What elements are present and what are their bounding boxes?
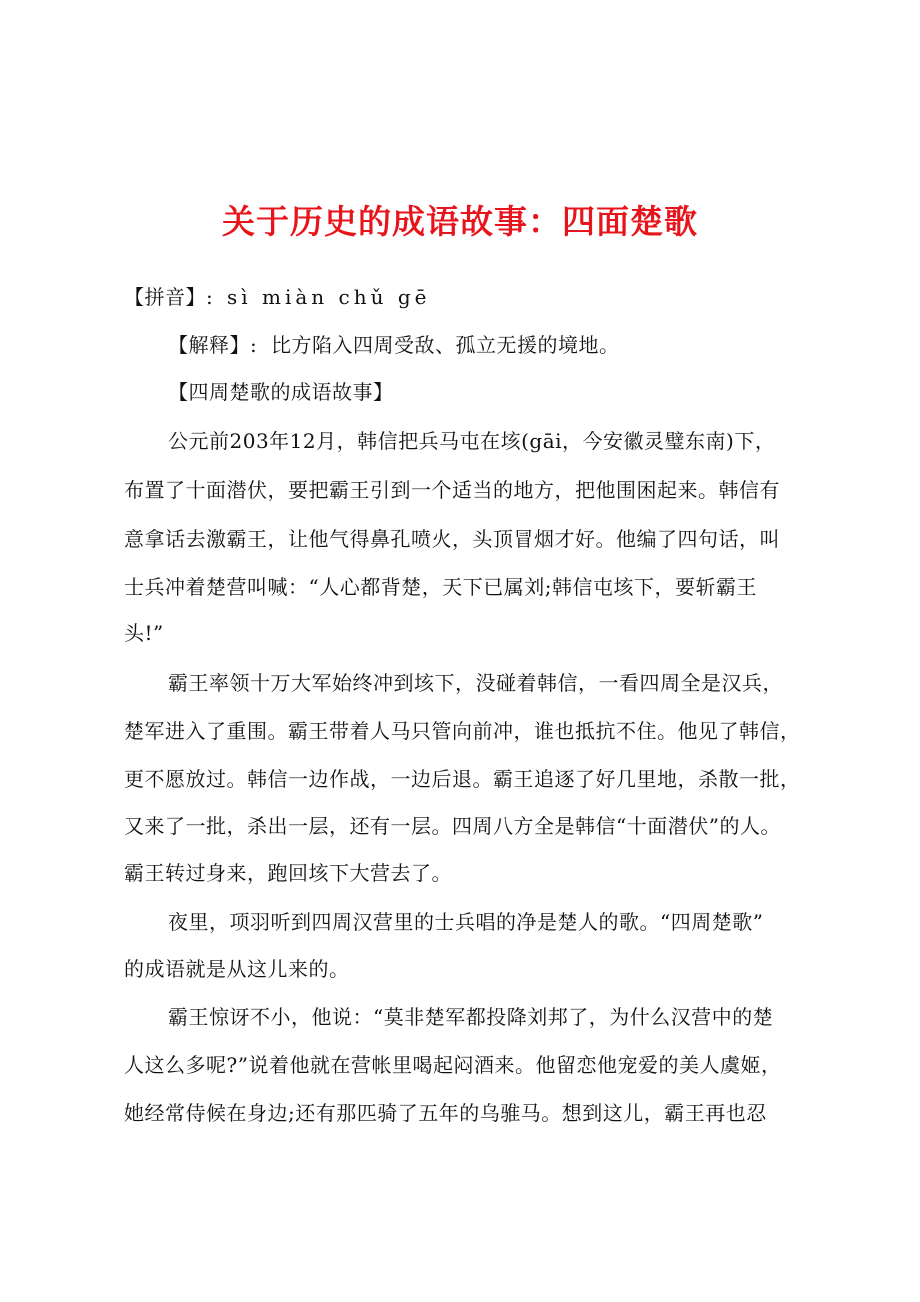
paragraph-4-line: 霸王惊讶不小，他说：“莫非楚军都投降刘邦了，为什么汉营中的楚 bbox=[168, 1005, 774, 1029]
paragraph-2-line: 楚军进入了重围。霸王带着人马只管向前冲，谁也抵抗不住。他见了韩信， bbox=[124, 719, 801, 743]
pinyin-line bbox=[124, 285, 430, 309]
paragraph-1-line: 头!” bbox=[124, 621, 164, 645]
story-heading: 【四周楚歌的成语故事】 bbox=[168, 380, 394, 404]
paragraph-2-line: 更不愿放过。韩信一边作战，一边后退。霸王追逐了好几里地，杀散一批， bbox=[124, 767, 801, 791]
paragraph-4-line: 人这么多呢?”说着他就在营帐里喝起闷酒来。他留恋他宠爱的美人虞姬， bbox=[124, 1053, 782, 1077]
paragraph-2-line: 霸王转过身来，跑回垓下大营去了。 bbox=[124, 861, 452, 885]
paragraph-1-line: 布置了十面潜伏，要把霸王引到一个适当的地方，把他围困起来。韩信有 bbox=[124, 478, 780, 502]
pinyin-value: sì miàn chǔ gē bbox=[226, 285, 431, 309]
pinyin-label: 【拼音】: bbox=[124, 285, 214, 309]
paragraph-2-line: 霸王率领十万大军始终冲到垓下，没碰着韩信，一看四周全是汉兵， bbox=[168, 671, 783, 695]
paragraph-3-line: 的成语就是从这儿来的。 bbox=[124, 957, 350, 981]
explanation-line bbox=[168, 333, 619, 357]
paragraph-1-line: 公元前203年12月，韩信把兵马屯在垓(gāi，今安徽灵璧东南)下， bbox=[168, 429, 776, 453]
paragraph-2-line: 又来了一批，杀出一层，还有一层。四周八方全是韩信“十面潜伏”的人。 bbox=[124, 814, 781, 838]
paragraph-1-line: 意拿话去激霸王，让他气得鼻孔喷火，头顶冒烟才好。他编了四句话，叫 bbox=[124, 527, 780, 551]
paragraph-1-line: 士兵冲着楚营叫喊：“人心都背楚，天下已属刘;韩信屯垓下，要斩霸王 bbox=[124, 575, 757, 599]
explanation-label: 【解释】: bbox=[168, 333, 258, 357]
document-title: 关于历史的成语故事：四面楚歌 bbox=[222, 202, 698, 241]
paragraph-3-line: 夜里，项羽听到四周汉营里的士兵唱的净是楚人的歌。“四周楚歌” bbox=[168, 910, 764, 934]
explanation-value: 比方陷入四周受敌、孤立无援的境地。 bbox=[270, 333, 620, 357]
paragraph-4-line: 她经常侍候在身边;还有那匹骑了五年的乌骓马。想到这儿，霸王再也忍 bbox=[124, 1101, 767, 1125]
